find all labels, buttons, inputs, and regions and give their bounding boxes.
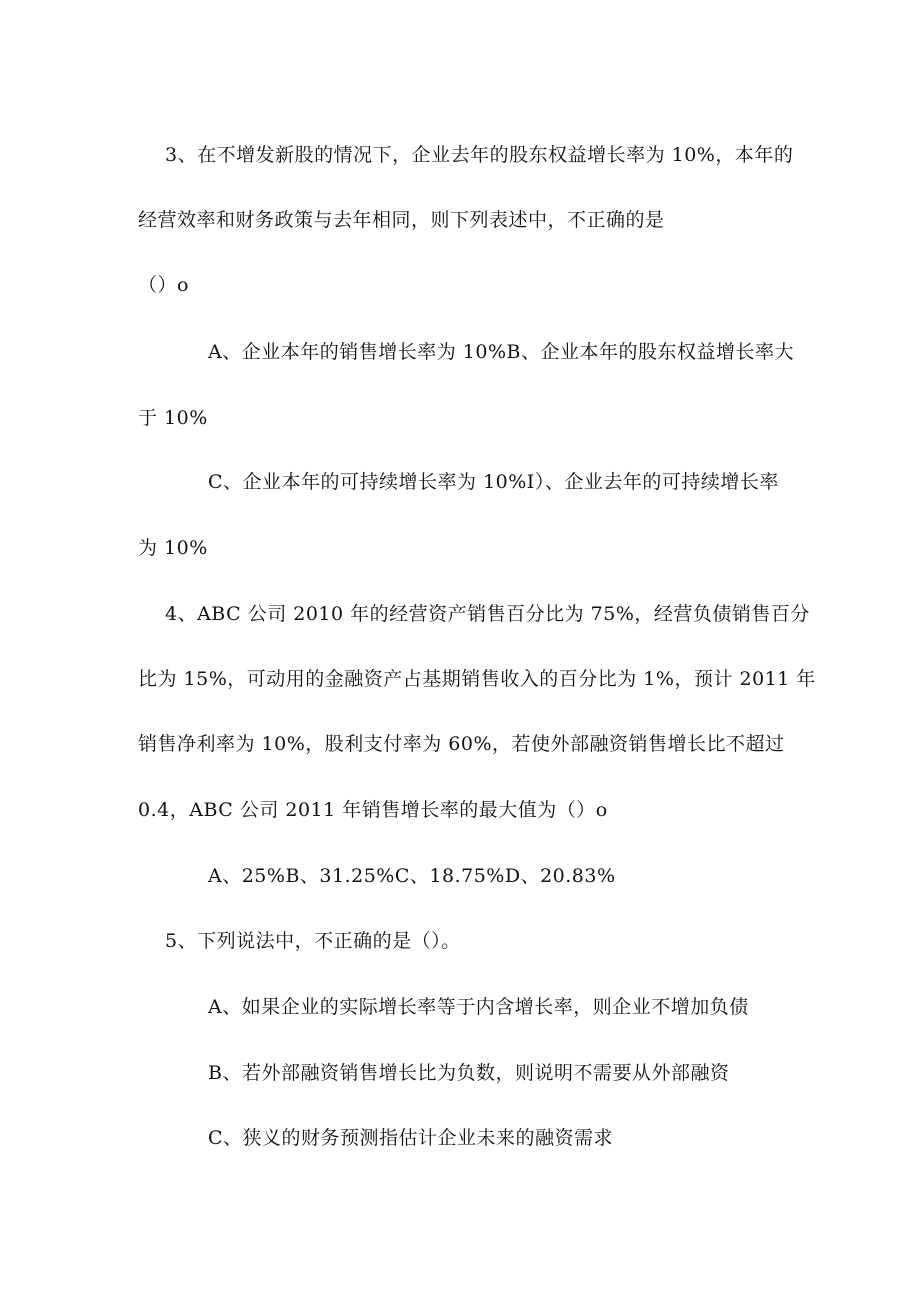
question-3-line-2: 经营效率和财务政策与去年相同，则下列表述中，不正确的是 [138, 209, 665, 231]
question-3-line-1: 3、在不增发新股的情况下，企业去年的股东权益增长率为 10%，本年的 [165, 144, 794, 166]
question-5-option-b: B、若外部融资销售增长比为负数，则说明不需要从外部融资 [208, 1062, 730, 1084]
question-4-line-3: 销售净利率为 10%，股利支付率为 60%，若使外部融资销售增长比不超过 [138, 733, 785, 755]
question-5-option-c: C、狭义的财务预测指估计企业未来的融资需求 [208, 1127, 614, 1149]
question-3-option-line-2: 于 10% [138, 407, 208, 429]
question-4-line-4: 0.4，ABC 公司 2011 年销售增长率的最大值为（）o [138, 799, 608, 821]
question-4-line-2: 比为 15%，可动用的金融资产占基期销售收入的百分比为 1%，预计 2011 年 [138, 668, 816, 690]
question-3-option-line-3: C、企业本年的可持续增长率为 10%I）、企业去年的可持续增长率 [208, 471, 779, 493]
question-4-line-1: 4、ABC 公司 2010 年的经营资产销售百分比为 75%，经营负债销售百分 [165, 603, 810, 625]
question-4-options: A、25%B、31.25%C、18.75%D、20.83% [208, 865, 616, 887]
question-3-line-3: （）o [138, 274, 189, 296]
question-3-option-line-1: A、企业本年的销售增长率为 10%B、企业本年的股东权益增长率大 [208, 341, 794, 363]
question-5-line-1: 5、下列说法中，不正确的是（）。 [165, 930, 461, 952]
question-3-option-line-4: 为 10% [138, 537, 208, 559]
question-5-option-a: A、如果企业的实际增长率等于内含增长率，则企业不增加负债 [208, 996, 749, 1018]
